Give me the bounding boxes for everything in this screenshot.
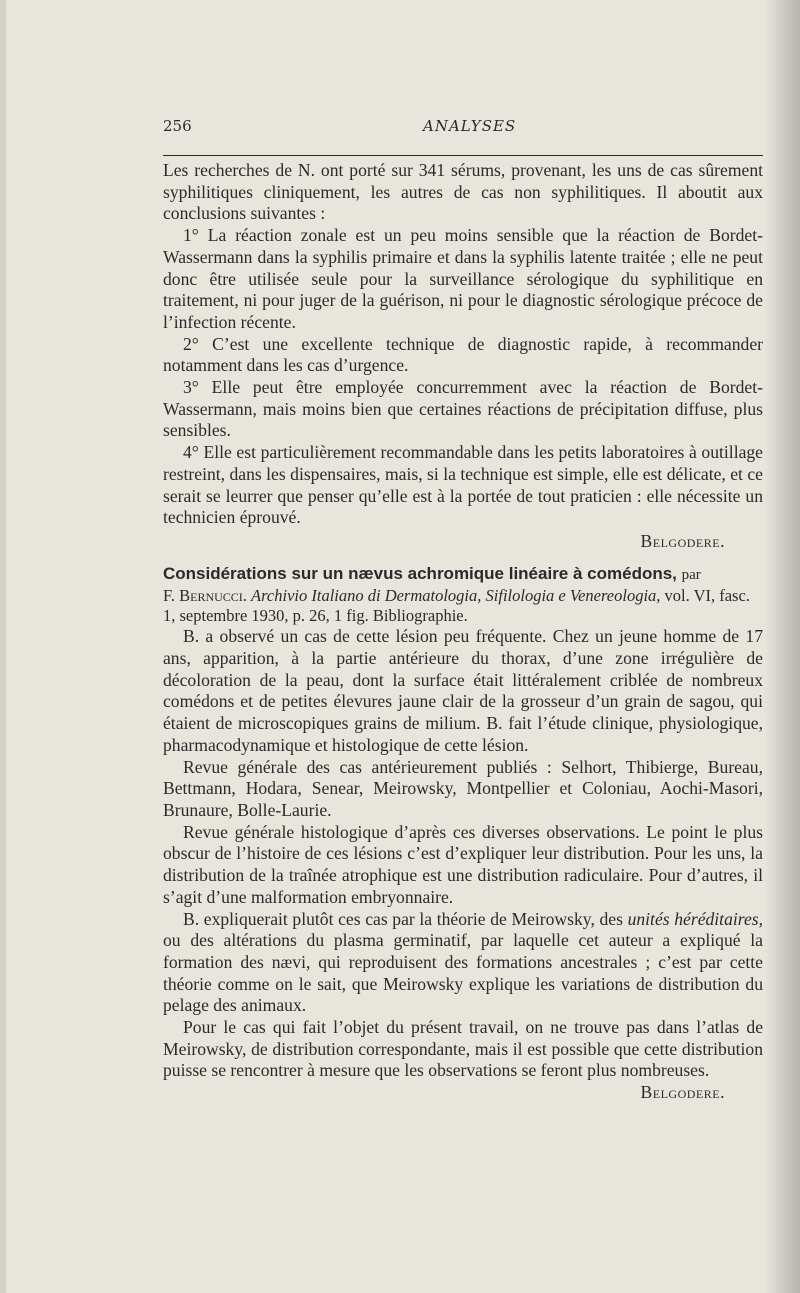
paragraph (163, 1017, 763, 1103)
page-header (163, 117, 763, 141)
page-number: 256 (163, 117, 192, 135)
paragraph-italic: unités héréditaires, (627, 908, 764, 929)
paragraph: 3° Elle peut être employée concurremment avec la réaction de Bordet-Wassermann, mais moins bien que certaines réactions de précipitation diffuse, plus sensibles. (163, 377, 763, 441)
page-edge-left (0, 0, 6, 1293)
article-title-text: Considérations sur un nævus achromique linéaire à comédons, (163, 563, 677, 583)
running-title: ANALYSES (423, 117, 517, 135)
paragraph: Les recherches de N. ont porté sur 341 sérums, provenant, les uns de cas sûrement syphilitiques cliniquement, les autres de cas non syphilitiques. Il aboutit aux conclusions suivantes : (163, 160, 763, 224)
paragraph (163, 909, 763, 1018)
paragraph: 4° Elle est particulièrement recommandable dans les petits laboratoires à outillage restreint, dans les dispensaires, mais, si la technique est simple, elle est délicate, et ce serait se leurrer que penser qu’elle est à la portée de tout praticien : elle nécessite un technicien éprouvé. (163, 442, 763, 528)
reference-details: vol. VI, fasc. 1, septembre 1930, p. 26, 1 fig. Bibliographie. (163, 586, 750, 626)
signature: Belgodere. (640, 1082, 725, 1103)
signature: Belgodere. (640, 530, 725, 551)
paragraph: 1° La réaction zonale est un peu moins sensible que la réaction de Bordet-Wassermann dans la syphilis primaire et dans la syphilis latente traitée ; elle ne peut donc être utilisée seule pour la surveillance sérologique du syphilitique en traitement, ni pour juger de la guérison, ni pour le diagnostic sérologique précoce de l’infection récente. (163, 225, 763, 332)
article-title-par: par (681, 566, 701, 583)
article-title (163, 563, 763, 587)
paragraph: 2° C’est une excellente technique de diagnostic rapide, à recommander notamment dans les cas d’urgence. (163, 333, 763, 376)
paragraph-text: Pour le cas qui fait l’objet du présent travail, on ne trouve pas dans l’atlas de Meirowsky, de distribution correspondante, mais il est possible que cette distribution puisse se rencontrer à mesure que les observations se feront plus nombreuses. (163, 1017, 763, 1081)
article-reference (163, 586, 763, 626)
header-rule (163, 155, 763, 156)
page-body (163, 160, 763, 1104)
paragraph-text: B. expliquerait plutôt ces cas par la théorie de Meirowsky, des (183, 908, 623, 929)
reference-author: F. Bernucci. (163, 586, 247, 606)
paragraph: B. a observé un cas de cette lésion peu fréquente. Chez un jeune homme de 17 ans, apparition, à la partie antérieure du thorax, d’une zone irrégulière de décoloration de la peau, dont la surface était littéralement criblée de nombreux comédons et de petites élevures jaune clair de la grosseur d’un grain de sagou, qui étaient de microscopiques grains de milium. B. fait l’étude clinique, physiologique, pharmacodynamique et histologique de cette lésion. (163, 626, 763, 755)
paragraph: Revue générale des cas antérieurement publiés : Selhort, Thibierge, Bureau, Bettmann, Hodara, Senear, Meirowsky, Montpellier et Coloniau, Aochi-Masori, Brunaure, Bolle-Laurie. (163, 756, 763, 820)
page-gutter-shadow (764, 0, 800, 1293)
paragraph: Revue générale histologique d’après ces diverses observations. Le point le plus obscur de l’histoire de ces lésions c’est d’expliquer leur distribution. Pour les uns, la distribution de la traînée atrophique est une distribution radiculaire. Pour d’autres, il s’agit d’une malformation embryonnaire. (163, 821, 763, 907)
paragraph-text: ou des altérations du plasma germinatif, par laquelle cet auteur a expliqué la formation des nævi, qui reproduisent des formations ancestrales ; c’est par cette théorie comme on le sait, que Meirowsky explique les variations de distribution du pelage des animaux. (163, 930, 763, 1016)
reference-journal: Archivio Italiano di Dermatologia, Sifilologia e Venereologia, (251, 586, 661, 606)
